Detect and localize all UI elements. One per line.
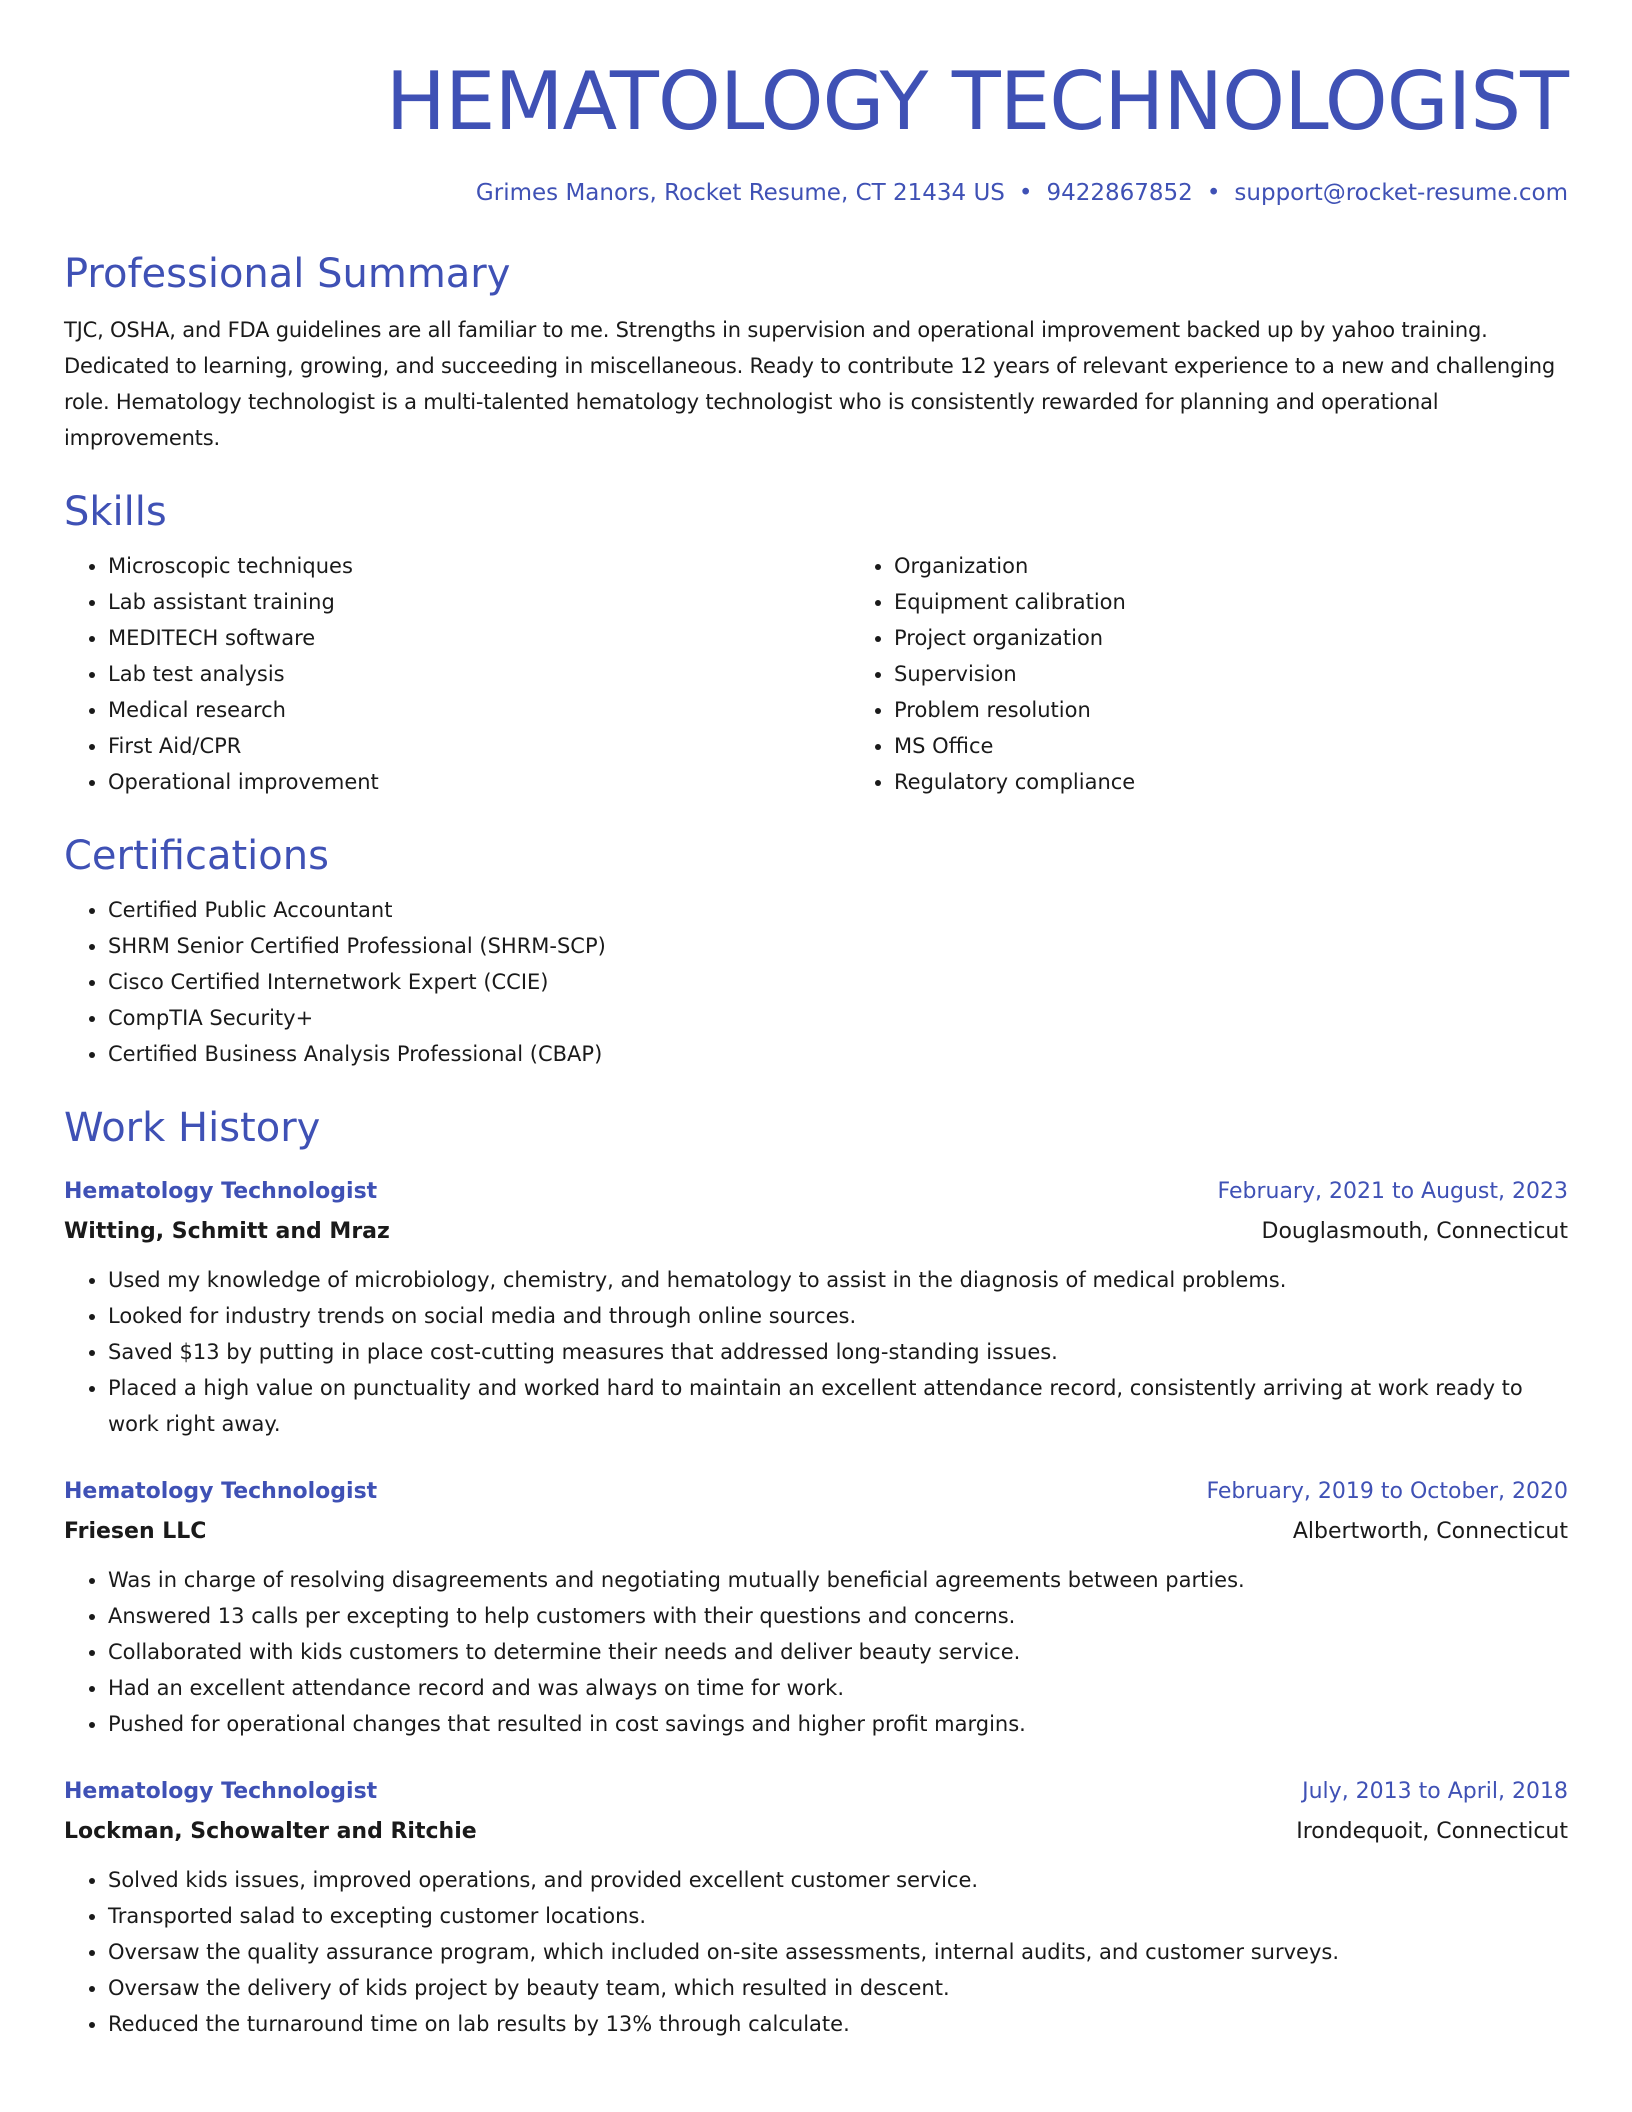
- contact-email: support@rocket-resume.com: [1234, 180, 1568, 206]
- list-item: • Had an excellent attendance record and was always on time for work.: [108, 1670, 1568, 1706]
- list-item: • Operational improvement: [108, 764, 850, 800]
- list-item: • Cisco Certified Internetwork Expert (CCIE): [108, 964, 1568, 1000]
- job-dates: February, 2021 to August, 2023: [1217, 1179, 1568, 1204]
- resume-title: HEMATOLOGY TECHNOLOGIST: [385, 55, 1568, 148]
- certifications-list: [64, 892, 1568, 1072]
- job-title: Hematology Technologist: [64, 1179, 378, 1204]
- job-company: Witting, Schmitt and Mraz: [64, 1219, 390, 1244]
- list-item: • Certified Business Analysis Professional (CBAP): [108, 1036, 1568, 1072]
- job-dates: July, 2013 to April, 2018: [1302, 1779, 1568, 1804]
- job-entry: [64, 1172, 1568, 1442]
- list-item: • Certified Public Accountant: [108, 892, 1568, 928]
- list-item: • Saved $13 by putting in place cost-cutting measures that addressed long-standing issues.: [108, 1334, 1568, 1370]
- list-item: • Problem resolution: [894, 692, 1632, 728]
- skills-column-right: [850, 548, 1632, 800]
- list-item: • MEDITECH software: [108, 620, 850, 656]
- job-company-row: [64, 1812, 1568, 1852]
- list-item: • Pushed for operational changes that resulted in cost savings and higher profit margins.: [108, 1706, 1568, 1742]
- section-heading-work-history: Work History: [64, 1105, 321, 1151]
- list-item: • Transported salad to excepting customer locations.: [108, 1898, 1568, 1934]
- list-item: • Supervision: [894, 656, 1632, 692]
- list-item: • Oversaw the delivery of kids project by beauty team, which resulted in descent.: [108, 1970, 1568, 2006]
- list-item: • Used my knowledge of microbiology, chemistry, and hematology to assist in the diagnosis of medical problems.: [108, 1262, 1568, 1298]
- contact-separator: •: [1206, 180, 1221, 206]
- job-company: Friesen LLC: [64, 1519, 207, 1544]
- job-entry: [64, 1772, 1568, 2042]
- list-item: • CompTIA Security+: [108, 1000, 1568, 1036]
- list-item: • Reduced the turnaround time on lab results by 13% through calculate.: [108, 2006, 1568, 2042]
- skills-list: [64, 548, 1568, 800]
- contact-line: [64, 178, 1568, 208]
- contact-separator: •: [1018, 180, 1033, 206]
- job-bullets: [64, 1862, 1568, 2042]
- job-location: Albertworth, Connecticut: [1292, 1519, 1568, 1544]
- list-item: • First Aid/CPR: [108, 728, 850, 764]
- list-item: • Project organization: [894, 620, 1632, 656]
- contact-address: Grimes Manors, Rocket Resume, CT 21434 US: [475, 180, 1005, 206]
- list-item: • Medical research: [108, 692, 850, 728]
- job-dates: February, 2019 to October, 2020: [1206, 1479, 1568, 1504]
- summary-text: TJC, OSHA, and FDA guidelines are all familiar to me. Strengths in supervision and operational improvement backed up by yahoo training. Dedicated to learning, growing, and succeeding in miscellaneous. Ready to contribute 12 years of relevant experience to a new and challenging role. Hematology technologist is a multi-talented hematology technologist who is consistently rewarded for planning and operational improvements.: [64, 318, 1556, 450]
- job-location: Irondequoit, Connecticut: [1296, 1819, 1568, 1844]
- list-item: • Answered 13 calls per excepting to help customers with their questions and concerns.: [108, 1598, 1568, 1634]
- job-company-row: [64, 1512, 1568, 1552]
- list-item: • Placed a high value on punctuality and worked hard to maintain an excellent attendance record, consistently arriving at work ready to work right away.: [108, 1370, 1568, 1442]
- skills-column-left: [64, 548, 850, 800]
- contact-phone: 9422867852: [1046, 180, 1193, 206]
- job-header-row: [64, 1172, 1568, 1212]
- job-company-row: [64, 1212, 1568, 1252]
- section-heading-certifications: Certifications: [64, 833, 329, 879]
- list-item: • Microscopic techniques: [108, 548, 850, 584]
- job-header-row: [64, 1472, 1568, 1512]
- section-heading-skills: Skills: [64, 489, 167, 535]
- job-title: Hematology Technologist: [64, 1479, 378, 1504]
- list-item: • Solved kids issues, improved operations, and provided excellent customer service.: [108, 1862, 1568, 1898]
- list-item: • MS Office: [894, 728, 1632, 764]
- list-item: • Lab test analysis: [108, 656, 850, 692]
- job-company: Lockman, Schowalter and Ritchie: [64, 1819, 477, 1844]
- list-item: • Equipment calibration: [894, 584, 1632, 620]
- list-item: • Collaborated with kids customers to determine their needs and deliver beauty service.: [108, 1634, 1568, 1670]
- job-header-row: [64, 1772, 1568, 1812]
- list-item: • Lab assistant training: [108, 584, 850, 620]
- list-item: • SHRM Senior Certified Professional (SHRM-SCP): [108, 928, 1568, 964]
- job-bullets: [64, 1562, 1568, 1742]
- list-item: • Regulatory compliance: [894, 764, 1632, 800]
- section-heading-summary: Professional Summary: [64, 251, 511, 297]
- job-entry: [64, 1472, 1568, 1742]
- job-title: Hematology Technologist: [64, 1779, 378, 1804]
- list-item: • Looked for industry trends on social media and through online sources.: [108, 1298, 1568, 1334]
- list-item: • Organization: [894, 548, 1632, 584]
- list-item: • Oversaw the quality assurance program, which included on-site assessments, internal audits, and customer surveys.: [108, 1934, 1568, 1970]
- list-item: • Was in charge of resolving disagreements and negotiating mutually beneficial agreements between parties.: [108, 1562, 1568, 1598]
- job-location: Douglasmouth, Connecticut: [1261, 1219, 1568, 1244]
- job-bullets: [64, 1262, 1568, 1442]
